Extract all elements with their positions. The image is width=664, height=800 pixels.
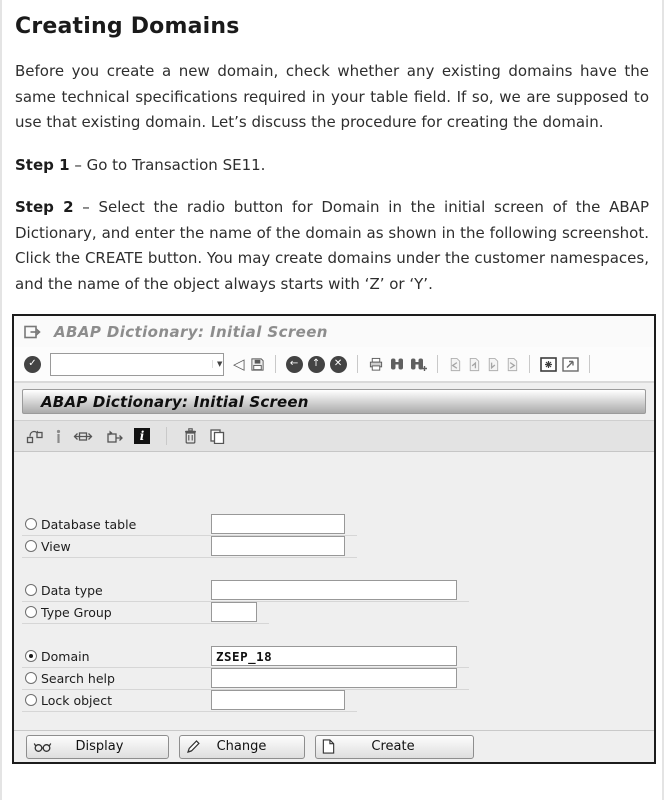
display-button-label: Display <box>75 739 124 754</box>
radio-database-table[interactable] <box>25 518 37 530</box>
footer-button-bar <box>14 730 654 762</box>
copy-icon[interactable] <box>209 428 225 444</box>
lock-object-label: Lock object <box>41 693 112 708</box>
domain-label: Domain <box>41 649 90 664</box>
glasses-icon <box>33 740 53 753</box>
toolbar-separator <box>166 427 167 445</box>
form-row-database-table <box>22 514 357 536</box>
data-type-input[interactable] <box>211 580 457 600</box>
step-1-label: Step 1 <box>15 155 70 174</box>
form-row-type-group <box>22 602 269 624</box>
information-icon[interactable]: i <box>134 428 150 444</box>
search-help-label: Search help <box>41 671 115 686</box>
radio-domain-selected[interactable] <box>25 650 37 662</box>
standard-toolbar <box>14 347 654 383</box>
delete-trash-icon[interactable] <box>183 428 198 444</box>
form-row-lock-object <box>22 690 357 712</box>
form-row-search-help <box>22 668 469 690</box>
next-page-icon[interactable] <box>486 357 500 372</box>
last-page-icon[interactable] <box>505 357 519 372</box>
screen-title-strip <box>22 389 646 414</box>
first-page-icon[interactable] <box>448 357 462 372</box>
change-button-label: Change <box>216 739 267 754</box>
step-2-text: – Select the radio button for Domain in the initial screen of the ABAP Dictionary, and enter the name of the domain as shown in the following screenshot. Click the CREATE button. You may create domains under the customer namespaces, and the name of the object always starts with ‘Z’ or ‘Y’. <box>15 198 649 293</box>
sap-dictionary-window <box>12 314 656 764</box>
view-input[interactable] <box>211 536 345 556</box>
screen-title: ABAP Dictionary: Initial Screen <box>41 392 309 411</box>
toolbar-separator <box>357 355 358 373</box>
create-shortcut-icon[interactable] <box>562 357 579 372</box>
inactive-objects-icon[interactable] <box>104 429 123 444</box>
type-group-label: Type Group <box>41 605 112 620</box>
navigation-icon[interactable] <box>73 429 93 444</box>
object-list-icon[interactable] <box>55 429 62 444</box>
radio-dot <box>29 654 33 658</box>
step-1-paragraph <box>15 153 649 179</box>
form-gap <box>14 558 654 580</box>
change-button[interactable] <box>179 735 305 759</box>
domain-input[interactable] <box>211 646 457 666</box>
article-content <box>2 14 662 764</box>
radio-search-help[interactable] <box>25 672 37 684</box>
form-row-domain <box>22 646 469 668</box>
toolbar-separator <box>437 355 438 373</box>
new-page-icon <box>322 739 335 754</box>
sap-titlebar <box>14 316 654 347</box>
web-cancel-icon[interactable]: ✕ <box>330 356 347 373</box>
step-2-label: Step 2 <box>15 198 74 216</box>
toolbar-separator <box>589 355 590 373</box>
command-input[interactable] <box>51 357 212 372</box>
step-2-paragraph <box>15 195 649 297</box>
form-row-view <box>22 536 357 558</box>
command-field[interactable] <box>50 353 224 376</box>
object-selection-form <box>14 452 654 730</box>
lock-object-input[interactable] <box>211 690 345 710</box>
radio-type-group[interactable] <box>25 606 37 618</box>
create-button[interactable] <box>315 735 474 759</box>
back-arrow-icon[interactable]: ◁ <box>233 354 245 373</box>
step-1-text: – Go to Transaction SE11. <box>74 155 266 174</box>
radio-lock-object[interactable] <box>25 694 37 706</box>
print-icon[interactable] <box>368 357 384 372</box>
create-button-label: Create <box>371 739 415 754</box>
data-type-label: Data type <box>41 583 103 598</box>
radio-view[interactable] <box>25 540 37 552</box>
view-label: View <box>41 539 71 554</box>
previous-page-icon[interactable] <box>467 357 481 372</box>
web-back-icon[interactable]: ← <box>286 356 303 373</box>
type-group-input[interactable] <box>211 602 257 622</box>
control-menu-icon[interactable] <box>24 325 42 339</box>
form-gap <box>14 624 654 646</box>
find-icon[interactable] <box>389 357 405 371</box>
pencil-icon <box>186 739 201 754</box>
save-icon[interactable] <box>250 357 265 372</box>
toolbar-separator <box>275 355 276 373</box>
search-help-input[interactable] <box>211 668 457 688</box>
where-used-list-icon[interactable] <box>26 429 44 444</box>
intro-paragraph: Before you create a new domain, check whether any existing domains have the same technical specifications required in your table field. If so, we are supposed to use that existing domain. Let’s discuss the procedure for creating the domain. <box>15 62 649 131</box>
web-up-icon[interactable]: ↑ <box>308 356 325 373</box>
page-title: Creating Domains <box>15 14 240 39</box>
form-row-data-type <box>22 580 469 602</box>
window-title: ABAP Dictionary: Initial Screen <box>54 322 328 341</box>
enter-check-icon[interactable]: ✓ <box>24 356 41 373</box>
database-table-label: Database table <box>41 517 137 532</box>
dropdown-arrow-icon[interactable]: ▼ <box>212 360 226 368</box>
find-next-icon[interactable] <box>410 357 427 371</box>
application-toolbar <box>14 420 654 452</box>
radio-data-type[interactable] <box>25 584 37 596</box>
new-session-icon[interactable] <box>540 357 557 372</box>
toolbar-separator <box>529 355 530 373</box>
database-table-input[interactable] <box>211 514 345 534</box>
display-button[interactable] <box>26 735 169 759</box>
